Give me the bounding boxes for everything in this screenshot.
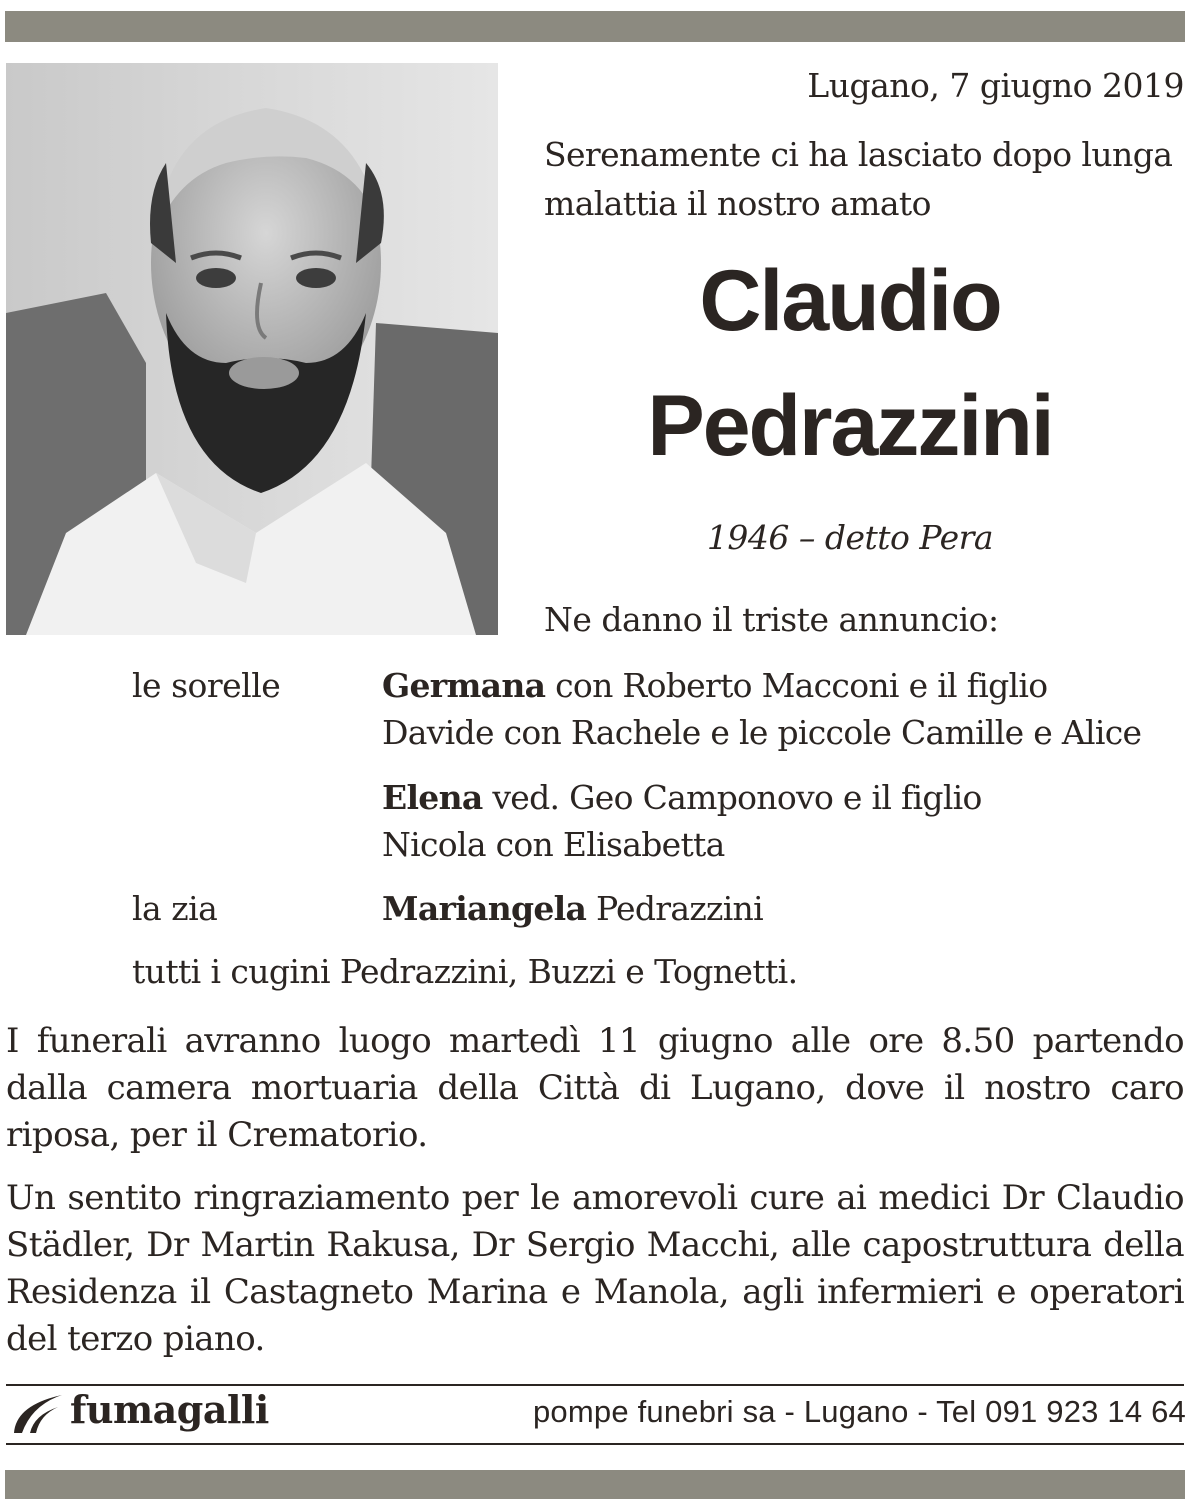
footer-top-rule bbox=[6, 1384, 1184, 1386]
footer-bottom-rule bbox=[6, 1443, 1184, 1445]
fumagalli-logo-icon bbox=[10, 1391, 66, 1435]
aunt-label: la zia bbox=[132, 889, 218, 928]
funeral-paragraph: I funerali avranno luogo martedì 11 giugno alle ore 8.50 partendo dalla camera mortuaria della Città di Lugano, dove il nostro caro riposa, per il Crematorio. bbox=[6, 1021, 1184, 1155]
funeral-home-info: pompe funebri sa - Lugano - Tel 091 923 14 64 bbox=[532, 1394, 1186, 1429]
portrait-photo bbox=[6, 63, 498, 635]
last-name: Pedrazzini bbox=[647, 378, 1053, 474]
birth-year-nickname: 1946 – detto Pera bbox=[706, 518, 994, 557]
relative-name: Elena bbox=[382, 778, 483, 817]
sisters-label: le sorelle bbox=[132, 666, 281, 705]
relative-detail-line: Davide con Rachele e le piccole Camille e Alice bbox=[382, 713, 1142, 752]
announcement-line: Ne danno il triste annuncio: bbox=[544, 600, 999, 639]
top-decorative-bar bbox=[5, 11, 1185, 42]
relative-detail: Pedrazzini bbox=[586, 889, 763, 928]
fumagalli-logo-text: fumagalli bbox=[70, 1387, 269, 1432]
relative-detail-line: Nicola con Elisabetta bbox=[382, 825, 725, 864]
relative-elena bbox=[382, 774, 1182, 868]
intro-text: Serenamente ci ha lasciato dopo lunga malattia il nostro amato bbox=[544, 135, 1173, 223]
relative-detail: con Roberto Macconi e il figlio bbox=[545, 666, 1048, 705]
relative-detail: ved. Geo Camponovo e il figlio bbox=[482, 778, 982, 817]
thanks-paragraph: Un sentito ringraziamento per le amorevoli cure ai medici Dr Claudio Städler, Dr Martin Rakusa, Dr Sergio Macchi, alle capostruttura della Residenza il Castagneto Marina e Manola, agli infermieri e operatori del terzo piano. bbox=[6, 1178, 1184, 1359]
relative-name: Mariangela bbox=[382, 889, 587, 928]
relative-mariangela bbox=[382, 885, 1182, 932]
place-date: Lugano, 7 giugno 2019 bbox=[807, 66, 1184, 105]
first-name: Claudio bbox=[699, 253, 1001, 349]
relative-germana bbox=[382, 662, 1182, 756]
relative-name: Germana bbox=[382, 666, 546, 705]
cousins-line: tutti i cugini Pedrazzini, Buzzi e Tognetti. bbox=[132, 952, 798, 991]
bottom-decorative-bar bbox=[5, 1470, 1185, 1499]
